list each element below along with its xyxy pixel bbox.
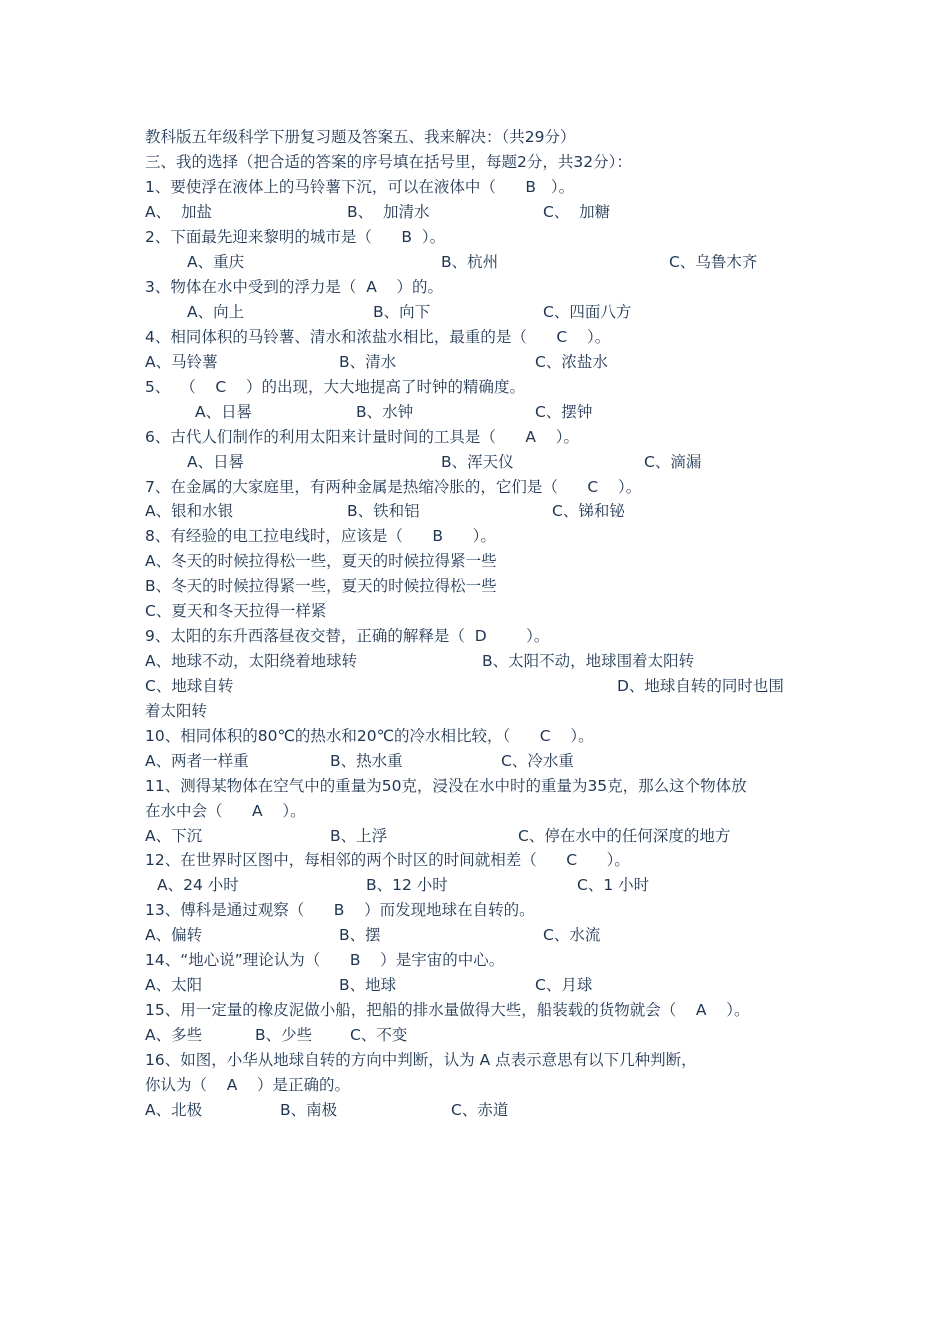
q7-option-b: B、铁和铝 [347, 502, 420, 520]
q11-option-b: B、上浮 [330, 827, 388, 845]
q4-option-b: B、清水 [339, 353, 397, 371]
q3-option-a: A、向上 [187, 303, 245, 321]
q2-option-b: B、杭州 [441, 253, 499, 271]
q15-option-a: A、多些 [145, 1026, 203, 1044]
question-14-stem: 14、“地心说”理论认为（ B ）是宇宙的中心。 [145, 951, 505, 969]
question-3-stem: 3、物体在水中受到的浮力是（ A ）的。 [145, 278, 444, 296]
q13-option-b: B、摆 [339, 926, 381, 944]
question-5-stem: 5、 （ C ）的出现，大大地提高了时钟的精确度。 [145, 378, 525, 396]
q6-option-a: A、日晷 [187, 453, 245, 471]
question-1-stem: 1、要使浮在液体上的马铃薯下沉，可以在液体中（ B ）。 [145, 178, 575, 196]
q8-option-c: C、夏天和冬天拉得一样紧 [145, 602, 327, 620]
question-6-stem: 6、古代人们制作的利用太阳来计量时间的工具是（ A ）。 [145, 428, 579, 446]
q12-option-c: C、1 小时 [577, 876, 650, 894]
q2-option-c: C、乌鲁木齐 [669, 253, 758, 271]
q9-option-b: B、太阳不动，地球围着太阳转 [482, 652, 695, 670]
question-2-stem: 2、下面最先迎来黎明的城市是（ B ）。 [145, 228, 446, 246]
q2-option-a: A、重庆 [187, 253, 245, 271]
question-10-stem: 10、相同体积的80℃的热水和20℃的冷水相比较，（ C ）。 [145, 727, 594, 745]
doc-title: 教科版五年级科学下册复习题及答案五、我来解决：（共29分） [145, 128, 576, 146]
q15-option-b: B、少些 [255, 1026, 313, 1044]
q16-option-a: A、北极 [145, 1101, 203, 1119]
q9-option-a: A、地球不动，太阳绕着地球转 [145, 652, 358, 670]
q1-option-a: A、 加盐 [145, 203, 212, 221]
question-13-stem: 13、傅科是通过观察（ B ）而发现地球在自转的。 [145, 901, 535, 919]
q7-option-a: A、银和水银 [145, 502, 234, 520]
section-heading: 三、我的选择（把合适的答案的序号填在括号里，每题2分，共32分）： [145, 153, 632, 171]
q4-option-a: A、马铃薯 [145, 353, 218, 371]
question-12-stem: 12、在世界时区图中，每相邻的两个时区的时间就相差（ C ）。 [145, 851, 630, 869]
question-4-stem: 4、相同体积的马铃薯、清水和浓盐水相比，最重的是（ C ）。 [145, 328, 611, 346]
q12-option-a: A、24 小时 [157, 876, 239, 894]
q1-option-c: C、 加糖 [543, 203, 611, 221]
question-11-stem-cont: 在水中会（ A ）。 [145, 802, 306, 820]
q9-option-d-cont: 着太阳转 [145, 702, 208, 720]
q16-option-c: C、赤道 [451, 1101, 509, 1119]
q11-option-a: A、下沉 [145, 827, 203, 845]
q13-option-c: C、水流 [543, 926, 601, 944]
q8-option-b: B、冬天的时候拉得紧一些，夏天的时候拉得松一些 [145, 577, 497, 595]
q6-option-b: B、浑天仪 [441, 453, 514, 471]
question-16-stem: 16、如图，小华从地球自转的方向中判断，认为 A 点表示意思有以下几种判断， [145, 1051, 697, 1069]
question-7-stem: 7、在金属的大家庭里，有两种金属是热缩冷胀的，它们是（ C ）。 [145, 478, 642, 496]
q10-option-b: B、热水重 [330, 752, 403, 770]
q14-option-a: A、太阳 [145, 976, 203, 994]
question-15-stem: 15、用一定量的橡皮泥做小船，把船的排水量做得大些，船装载的货物就会（ A ）。 [145, 1001, 750, 1019]
q1-option-b: B、 加清水 [347, 203, 430, 221]
q14-option-c: C、月球 [535, 976, 593, 994]
q7-option-c: C、锑和铋 [552, 502, 625, 520]
question-11-stem: 11、测得某物体在空气中的重量为50克，浸没在水中时的重量为35克，那么这个物体放 [145, 777, 747, 795]
q11-option-c: C、停在水中的任何深度的地方 [518, 827, 731, 845]
question-9-stem: 9、太阳的东升西落昼夜交替，正确的解释是（ D ）。 [145, 627, 550, 645]
q10-option-c: C、冷水重 [501, 752, 574, 770]
q10-option-a: A、两者一样重 [145, 752, 249, 770]
q5-option-a: A、日晷 [195, 403, 253, 421]
q13-option-a: A、偏转 [145, 926, 203, 944]
q6-option-c: C、滴漏 [644, 453, 702, 471]
q8-option-a: A、冬天的时候拉得松一些，夏天的时候拉得紧一些 [145, 552, 497, 570]
q5-option-c: C、摆钟 [535, 403, 593, 421]
q3-option-c: C、四面八方 [543, 303, 632, 321]
q15-option-c: C、不变 [350, 1026, 408, 1044]
q9-option-c: C、地球自转 [145, 677, 234, 695]
q4-option-c: C、浓盐水 [535, 353, 608, 371]
q16-option-b: B、南极 [280, 1101, 338, 1119]
question-16-stem-cont: 你认为（ A ）是正确的。 [145, 1076, 351, 1094]
q9-option-d: D、地球自转的同时也围 [617, 677, 784, 695]
q5-option-b: B、水钟 [356, 403, 414, 421]
q14-option-b: B、地球 [339, 976, 397, 994]
q12-option-b: B、12 小时 [366, 876, 448, 894]
question-8-stem: 8、有经验的电工拉电线时，应该是（ B ）。 [145, 527, 496, 545]
q3-option-b: B、向下 [373, 303, 431, 321]
